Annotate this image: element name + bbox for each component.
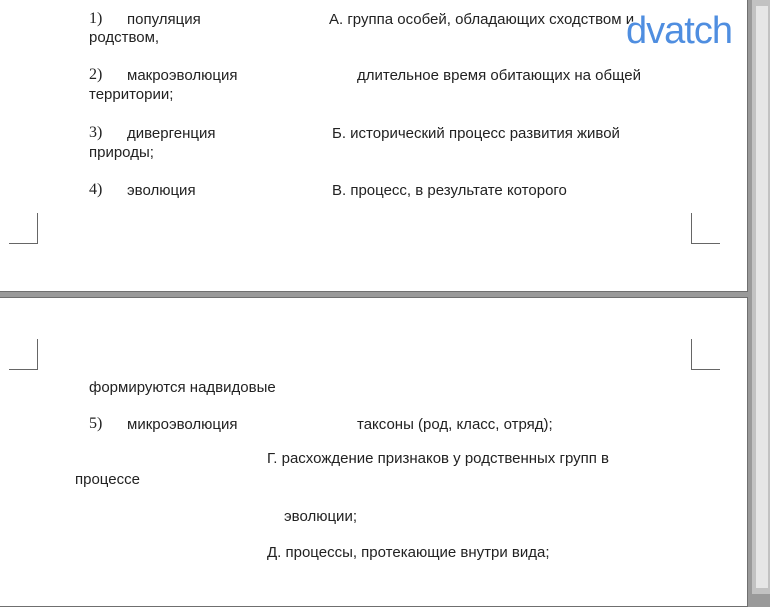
margin-corner-mark-right <box>691 339 720 370</box>
definition: В. процесс, в результате которого <box>332 182 567 199</box>
definition-continuation: формируются надвидовые <box>89 379 276 396</box>
document-page-2 <box>0 297 748 607</box>
term: эволюция <box>127 182 196 199</box>
term-continuation: природы; <box>89 144 154 161</box>
term-continuation: территории; <box>89 86 174 103</box>
scrollbar-thumb[interactable] <box>756 6 768 588</box>
definition-continuation: процессе <box>75 471 140 488</box>
margin-corner-mark-left <box>9 339 38 370</box>
definition: А. группа особей, обладающих сходством и <box>329 11 635 28</box>
item-number: 4) <box>89 181 103 198</box>
definition: Б. исторический процесс развития живой <box>332 125 620 142</box>
term-continuation: родством, <box>89 29 160 46</box>
margin-corner-mark-right <box>691 213 720 244</box>
item-number: 1) <box>89 10 103 27</box>
term: микроэволюция <box>127 416 238 433</box>
item-number: 5) <box>89 415 103 432</box>
item-number: 3) <box>89 124 103 141</box>
margin-corner-mark-left <box>9 213 38 244</box>
definition: Д. процессы, протекающие внутри вида; <box>267 544 550 561</box>
term: макроэволюция <box>127 67 238 84</box>
watermark-logo: dvatch <box>626 10 732 52</box>
definition: таксоны (род, класс, отряд); <box>357 416 553 433</box>
item-number: 2) <box>89 66 103 83</box>
definition: Г. расхождение признаков у родственных групп в <box>267 450 610 467</box>
term: популяция <box>127 11 201 28</box>
definition: длительное время обитающих на общей <box>357 67 642 84</box>
term: дивергенция <box>127 125 216 142</box>
definition-continuation: эволюции; <box>284 508 357 525</box>
